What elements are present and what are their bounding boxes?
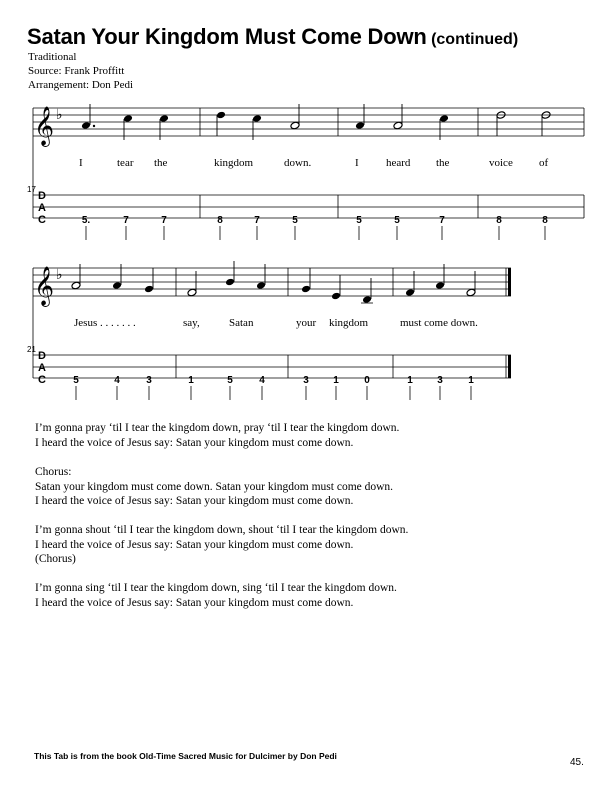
tab-fret: 5: [227, 375, 233, 386]
meta-composer: Traditional: [28, 51, 77, 63]
footer-credit: This Tab is from the book Old-Time Sacred Music for Dulcimer by Don Pedi: [34, 751, 337, 761]
lyric-word: voice: [489, 157, 513, 169]
music-system-1: [0, 0, 612, 260]
tab-fret: 5: [356, 215, 362, 226]
tab-string-label: D: [38, 190, 46, 202]
tab-fret: 1: [333, 375, 339, 386]
tab-fret: 8: [496, 215, 502, 226]
verse-line: Satan your kingdom must come down. Satan your kingdom must come down.: [35, 480, 394, 493]
lyric-word: your: [296, 317, 317, 329]
verse-line: I’m gonna pray ‘til I tear the kingdom down, pray ‘til I tear the kingdom down.: [35, 422, 400, 434]
verse-line: I heard the voice of Jesus say: Satan your kingdom must come down.: [35, 596, 354, 609]
lyric-word: Jesus . . . . . . .: [74, 317, 136, 329]
lyric-word: I: [79, 157, 83, 169]
tab-string-label: A: [38, 202, 46, 214]
tab-fret: 3: [437, 375, 443, 386]
tab-string-label: C: [38, 374, 46, 386]
verse-line: I’m gonna sing ‘til I tear the kingdom down, sing ‘til I tear the kingdom down.: [35, 582, 397, 594]
tab-fret: 4: [114, 375, 120, 386]
measure-number: 21: [27, 345, 36, 354]
tab-fret: 3: [146, 375, 152, 386]
tab-fret: 4: [259, 375, 265, 386]
music-system-2: [0, 250, 612, 410]
note: [144, 268, 154, 293]
final-barline: [508, 355, 511, 378]
verse-line: I heard the voice of Jesus say: Satan your kingdom must come down.: [35, 538, 354, 551]
lyric-word: of: [539, 157, 549, 169]
tab-fret: 5.: [81, 215, 91, 226]
tab-fret: 1: [407, 375, 413, 386]
tab-fret: 1: [468, 375, 474, 386]
tab-stems: [86, 226, 545, 240]
tab-fret: 7: [439, 215, 445, 226]
flat-icon: ♭: [56, 107, 63, 123]
lyric-word: heard: [386, 157, 411, 169]
note: [541, 111, 551, 136]
tab-fret: 0: [364, 375, 370, 386]
verse-line: Chorus:: [35, 466, 72, 478]
verse-block: [35, 523, 408, 567]
meta-arranger: Arrangement: Don Pedi: [28, 79, 134, 91]
title-suffix: (continued): [431, 31, 519, 48]
note: [225, 261, 235, 286]
lyric-word: Satan: [229, 317, 254, 329]
tab-fret: 7: [161, 215, 167, 226]
lyric-word: down.: [284, 157, 312, 169]
tab-fret: 8: [542, 215, 548, 226]
lyric-word: must come down.: [400, 317, 478, 329]
verse-block: [35, 581, 397, 610]
verse-line: I heard the voice of Jesus say: Satan your kingdom must come down.: [35, 436, 354, 449]
lyric-word: the: [154, 157, 168, 169]
verse-line: I heard the voice of Jesus say: Satan your kingdom must come down.: [35, 495, 354, 508]
tab-fret: 5: [394, 215, 400, 226]
note: [496, 111, 506, 136]
lyric-word: kingdom: [329, 317, 369, 329]
note: [301, 268, 311, 293]
note: [216, 111, 226, 136]
page-number: 45.: [570, 757, 584, 768]
tab-numbers: [73, 375, 474, 386]
tab-fret: 5: [73, 375, 79, 386]
flat-icon: ♭: [56, 267, 63, 283]
treble-clef-icon: 𝄞: [34, 266, 55, 306]
measure-number: 17: [27, 185, 36, 194]
tab-string-label: D: [38, 350, 46, 362]
tab-string-label: A: [38, 362, 46, 374]
lyric-word: tear: [117, 157, 134, 169]
tab-stems: [76, 386, 471, 400]
tab-fret: 7: [254, 215, 260, 226]
tab-string-label: C: [38, 214, 46, 226]
treble-clef-icon: 𝄞: [34, 106, 55, 146]
verse-line: (Chorus): [35, 553, 76, 566]
tab-fret: 8: [217, 215, 223, 226]
tab-fret: 5: [292, 215, 298, 226]
song-title: Satan Your Kingdom Must Come Down: [27, 24, 427, 49]
chorus-block: [35, 465, 393, 509]
tab-fret: 7: [123, 215, 129, 226]
lyric-word: kingdom: [214, 157, 254, 169]
lyric-word: the: [436, 157, 450, 169]
note: [331, 275, 341, 300]
tab-fret: 1: [188, 375, 194, 386]
lyric-word: say,: [183, 317, 200, 329]
tab-fret: 3: [303, 375, 309, 386]
verse-block: [35, 421, 399, 450]
verse-line: I’m gonna shout ‘til I tear the kingdom down, shout ‘til I tear the kingdom down.: [35, 524, 409, 536]
lyric-word: I: [355, 157, 359, 169]
final-barline: [508, 268, 511, 296]
meta-source: Source: Frank Proffitt: [28, 65, 125, 77]
